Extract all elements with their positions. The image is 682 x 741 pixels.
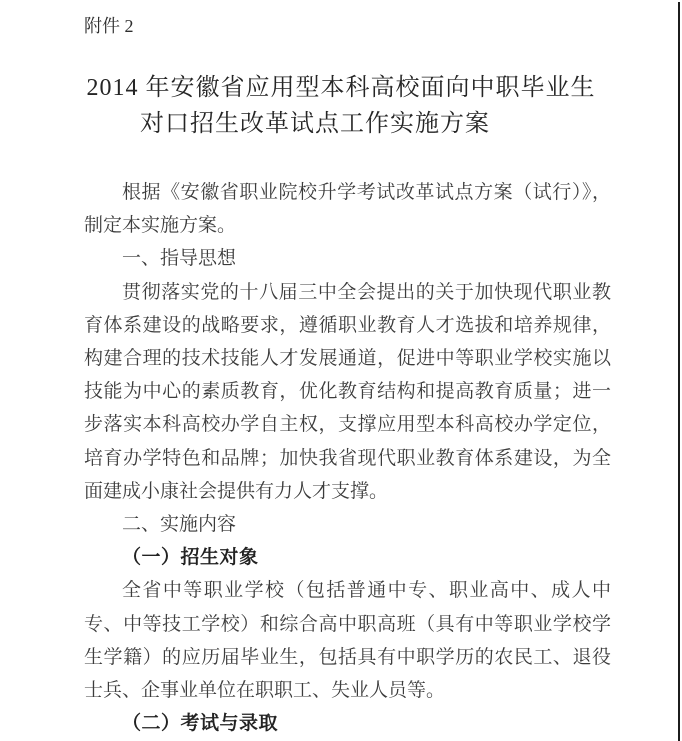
sub-heading: （一）招生对象 <box>122 547 259 569</box>
attachment-label: 附件 2 <box>84 16 134 36</box>
paragraph: 贯彻落实党的十八届三中全会提出的关于加快现代职业教育体系建设的战略要求，遵循职业教育人才选拔和培养规律，构建合理的技术技能人才发展通道，促进中等职业学校实施以技能为中心的素质教育，优化教育结构和提高教育质量；进一步落实本科高校办学自主权，支撑应用型本科高校办学定位，培育办学特色和品牌；加快我省现代职业教育体系建设，为全面建成小康社会提供有力人才支撑。 <box>84 281 611 502</box>
document-body <box>84 176 611 740</box>
sub-heading: （二）考试与录取 <box>122 713 279 735</box>
section-heading: 一、指导思想 <box>122 248 237 270</box>
document-title <box>0 70 682 142</box>
document-title-line1: 2014 年安徽省应用型本科高校面向中职毕业生 <box>86 75 596 101</box>
document-title-line2: 对口招生改革试点工作实施方案 <box>140 111 490 137</box>
paragraph: 全省中等职业学校（包括普通中专、职业高中、成人中专、中等技工学校）和综合高中职高班（具有中等职业学校学生学籍）的应历届毕业生，包括具有中职学历的农民工、退役士兵、企事业单位在职职工、失业人员等。 <box>84 580 611 702</box>
paragraph: 根据《安徽省职业院校升学考试改革试点方案（试行）》，制定本实施方案。 <box>84 182 611 237</box>
scan-edge-line <box>678 2 680 741</box>
section-heading: 二、实施内容 <box>122 514 237 536</box>
